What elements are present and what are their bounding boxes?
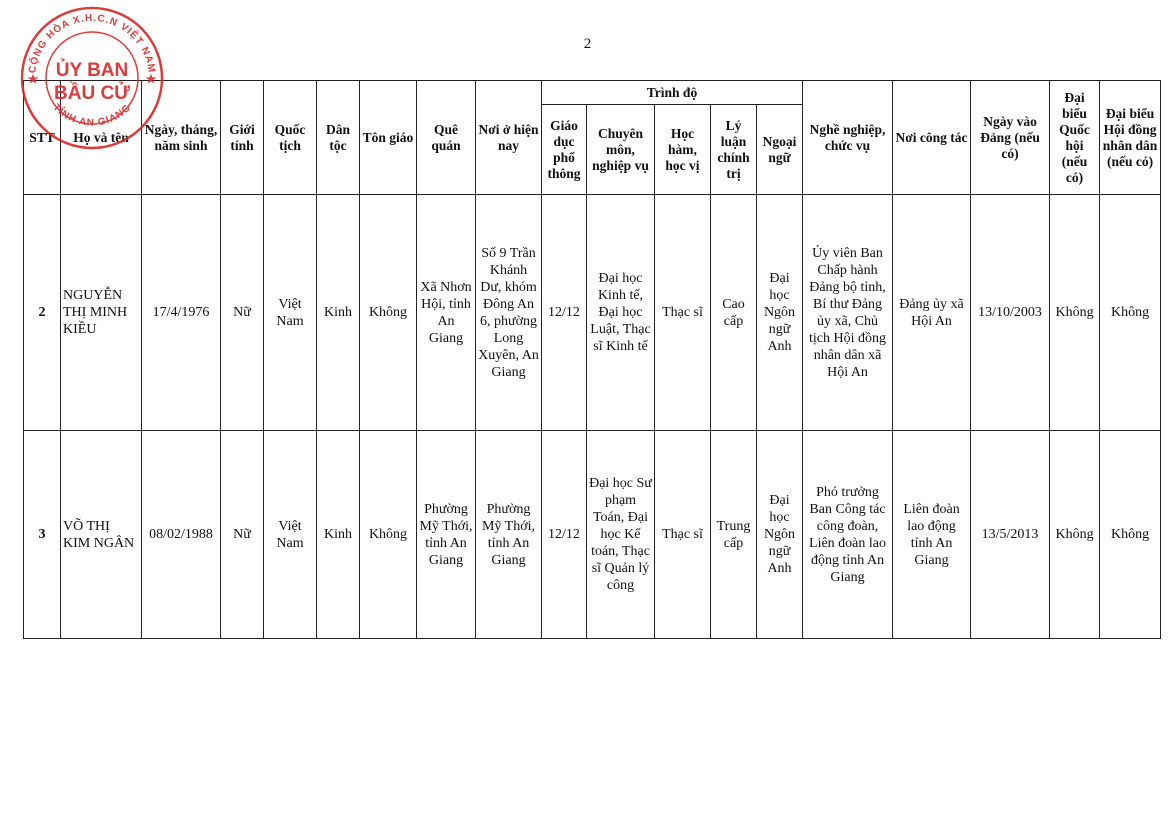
cell-workplace: Liên đoàn lao động tỉnh An Giang	[893, 431, 971, 639]
cell-language: Đại học Ngôn ngữ Anh	[757, 195, 803, 431]
header-religion: Tôn giáo	[360, 81, 417, 195]
header-language: Ngoại ngữ	[757, 105, 803, 195]
cell-specialty: Đại học Kinh tế, Đại học Luật, Thạc sĩ Kinh tế	[587, 195, 655, 431]
cell-council-delegate: Không	[1100, 431, 1161, 639]
cell-general-edu: 12/12	[542, 431, 587, 639]
header-party-date: Ngày vào Đảng (nếu có)	[971, 81, 1050, 195]
cell-religion: Không	[360, 431, 417, 639]
cell-occupation: Ủy viên Ban Chấp hành Đảng bộ tỉnh, Bí thư Đảng ủy xã, Chủ tịch Hội đồng nhân dân xã Hội An	[803, 195, 893, 431]
header-general-edu: Giáo dục phổ thông	[542, 105, 587, 195]
header-gender: Giới tính	[221, 81, 264, 195]
cell-religion: Không	[360, 195, 417, 431]
cell-academic: Thạc sĩ	[655, 431, 711, 639]
header-specialty: Chuyên môn, nghiệp vụ	[587, 105, 655, 195]
cell-nationality: Việt Nam	[264, 431, 317, 639]
cell-workplace: Đảng ủy xã Hội An	[893, 195, 971, 431]
header-political: Lý luận chính trị	[711, 105, 757, 195]
cell-gender: Nữ	[221, 195, 264, 431]
cell-name: NGUYỄN THỊ MINH KIỀU	[61, 195, 142, 431]
cell-residence: Phường Mỹ Thới, tỉnh An Giang	[476, 431, 542, 639]
table-row	[24, 431, 1161, 639]
cell-council-delegate: Không	[1100, 195, 1161, 431]
header-ethnicity: Dân tộc	[317, 81, 360, 195]
header-na-delegate: Đại biểu Quốc hội (nếu có)	[1050, 81, 1100, 195]
cell-hometown: Phường Mỹ Thới, tỉnh An Giang	[417, 431, 476, 639]
election-committee-seal	[17, 3, 167, 153]
seal-bottom-text: TỈNH AN GIANG	[50, 102, 134, 129]
cell-party-date: 13/10/2003	[971, 195, 1050, 431]
header-council-delegate: Đại biểu Hội đồng nhân dân (nếu có)	[1100, 81, 1161, 195]
cell-na-delegate: Không	[1050, 195, 1100, 431]
seal-top-text: CỘNG HÒA X.H.C.N VIỆT NAM	[27, 12, 157, 74]
cell-party-date: 13/5/2013	[971, 431, 1050, 639]
header-stt: STT	[24, 81, 61, 195]
header-name: Họ và tên	[61, 81, 142, 195]
header-academic: Học hàm, học vị	[655, 105, 711, 195]
candidate-table	[23, 80, 1161, 639]
cell-gender: Nữ	[221, 431, 264, 639]
header-occupation: Nghề nghiệp, chức vụ	[803, 81, 893, 195]
page-number: 2	[583, 36, 592, 52]
header-row-top	[24, 81, 1161, 105]
header-hometown: Quê quán	[417, 81, 476, 195]
cell-dob: 08/02/1988	[142, 431, 221, 639]
cell-academic: Thạc sĩ	[655, 195, 711, 431]
seal-line-2: BẦU CỬ	[54, 83, 130, 104]
header-dob: Ngày, tháng, năm sinh	[142, 81, 221, 195]
cell-stt: 2	[24, 195, 61, 431]
header-workplace: Nơi công tác	[893, 81, 971, 195]
cell-political: Trung cấp	[711, 431, 757, 639]
cell-nationality: Việt Nam	[264, 195, 317, 431]
cell-specialty: Đại học Sư phạm Toán, Đại học Kế toán, Thạc sĩ Quản lý công	[587, 431, 655, 639]
cell-name: VÕ THỊ KIM NGÂN	[61, 431, 142, 639]
cell-general-edu: 12/12	[542, 195, 587, 431]
cell-ethnicity: Kinh	[317, 195, 360, 431]
header-residence: Nơi ở hiện nay	[476, 81, 542, 195]
seal-star-right-icon: ★	[145, 72, 157, 86]
cell-na-delegate: Không	[1050, 431, 1100, 639]
cell-stt: 3	[24, 431, 61, 639]
cell-hometown: Xã Nhơn Hội, tỉnh An Giang	[417, 195, 476, 431]
seal-star-left-icon: ★	[27, 72, 39, 86]
cell-ethnicity: Kinh	[317, 431, 360, 639]
cell-residence: Số 9 Trần Khánh Dư, khóm Đông An 6, phường Long Xuyên, An Giang	[476, 195, 542, 431]
header-education-group: Trình độ	[542, 81, 803, 105]
header-nationality: Quốc tịch	[264, 81, 317, 195]
cell-political: Cao cấp	[711, 195, 757, 431]
cell-occupation: Phó trưởng Ban Công tác công đoàn, Liên đoàn lao động tỉnh An Giang	[803, 431, 893, 639]
cell-dob: 17/4/1976	[142, 195, 221, 431]
cell-language: Đại học Ngôn ngữ Anh	[757, 431, 803, 639]
seal-line-1: ỦY BAN	[55, 60, 129, 81]
table-row	[24, 195, 1161, 431]
